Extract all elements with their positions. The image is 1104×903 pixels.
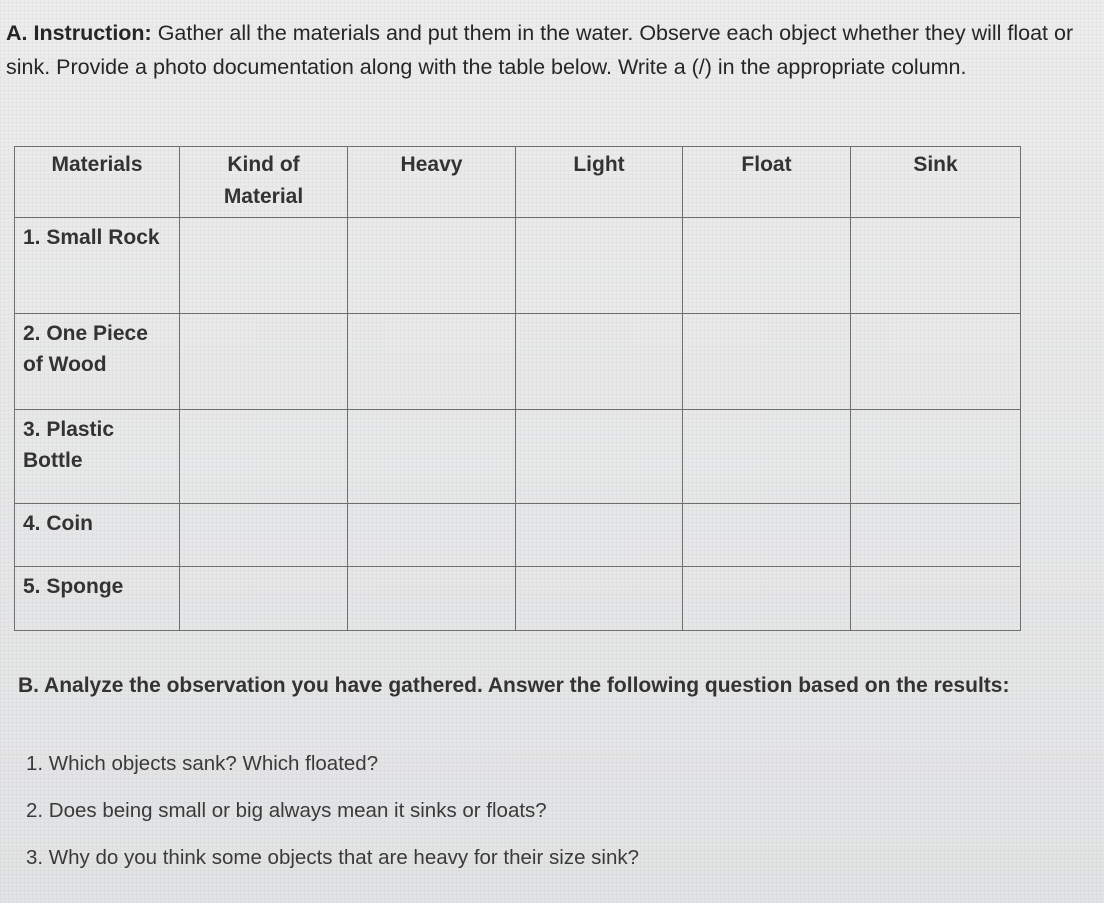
header-heavy: Heavy	[348, 147, 516, 218]
material-cell: 5. Sponge	[15, 567, 180, 631]
light-cell[interactable]	[516, 218, 683, 314]
float-cell[interactable]	[683, 504, 851, 567]
table-row	[15, 504, 1021, 567]
observation-table	[14, 146, 1021, 631]
question-list	[26, 748, 639, 889]
float-cell[interactable]	[683, 567, 851, 631]
header-float: Float	[683, 147, 851, 218]
sink-cell[interactable]	[851, 504, 1021, 567]
material-cell: 3. Plastic Bottle	[15, 410, 180, 504]
table-header-row	[15, 147, 1021, 218]
heavy-cell[interactable]	[348, 567, 516, 631]
instruction-paragraph	[6, 16, 1096, 84]
material-cell: 1. Small Rock	[15, 218, 180, 314]
kind-of-material-cell[interactable]	[180, 567, 348, 631]
instruction-label: A. Instruction:	[6, 21, 152, 45]
table-row	[15, 567, 1021, 631]
header-kind-of-material: Kind of Material	[180, 147, 348, 218]
kind-of-material-cell[interactable]	[180, 218, 348, 314]
sink-cell[interactable]	[851, 314, 1021, 410]
section-b-heading: B. Analyze the observation you have gathered. Answer the following question based on the results:	[18, 674, 1010, 697]
light-cell[interactable]	[516, 314, 683, 410]
heavy-cell[interactable]	[348, 314, 516, 410]
heavy-cell[interactable]	[348, 410, 516, 504]
light-cell[interactable]	[516, 504, 683, 567]
material-cell: 4. Coin	[15, 504, 180, 567]
float-cell[interactable]	[683, 218, 851, 314]
light-cell[interactable]	[516, 410, 683, 504]
material-cell: 2. One Piece of Wood	[15, 314, 180, 410]
heavy-cell[interactable]	[348, 504, 516, 567]
table-row	[15, 410, 1021, 504]
kind-of-material-cell[interactable]	[180, 504, 348, 567]
float-cell[interactable]	[683, 314, 851, 410]
header-materials: Materials	[15, 147, 180, 218]
instruction-text: Gather all the materials and put them in the water. Observe each object whether they will float or sink. Provide a photo documentation along with the table below. Write a (/) in the appropriate column.	[6, 21, 1074, 79]
float-cell[interactable]	[683, 410, 851, 504]
table-row	[15, 314, 1021, 410]
question-item: 2. Does being small or big always mean it sinks or floats?	[26, 799, 547, 822]
light-cell[interactable]	[516, 567, 683, 631]
table-row	[15, 218, 1021, 314]
sink-cell[interactable]	[851, 410, 1021, 504]
question-item: 3. Why do you think some objects that are heavy for their size sink?	[26, 846, 640, 869]
heavy-cell[interactable]	[348, 218, 516, 314]
header-light: Light	[516, 147, 683, 218]
kind-of-material-cell[interactable]	[180, 314, 348, 410]
question-item: 1. Which objects sank? Which floated?	[26, 752, 379, 775]
kind-of-material-cell[interactable]	[180, 410, 348, 504]
sink-cell[interactable]	[851, 218, 1021, 314]
sink-cell[interactable]	[851, 567, 1021, 631]
header-sink: Sink	[851, 147, 1021, 218]
